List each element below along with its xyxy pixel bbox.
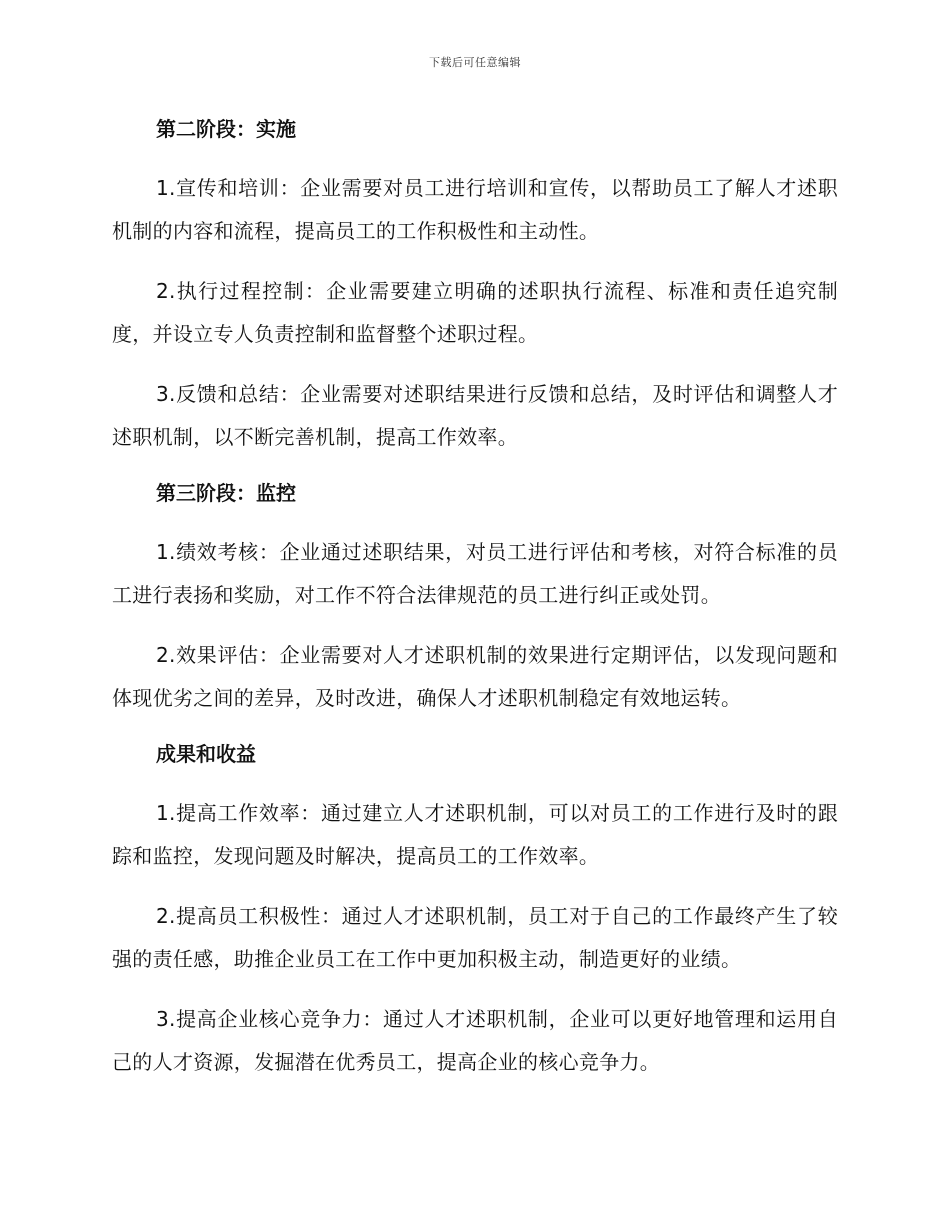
paragraph: 2.提高员工积极性：通过人才述职机制，员工对于自己的工作最终产生了较强的责任感，助推企业员工在工作中更加积极主动，制造更好的业绩。 bbox=[112, 904, 838, 971]
section-implementation bbox=[112, 112, 838, 459]
paragraph: 3.提高企业核心竞争力：通过人才述职机制，企业可以更好地管理和运用自己的人才资源，发掘潜在优秀员工，提高企业的核心竞争力。 bbox=[112, 1007, 838, 1074]
section-heading: 成果和收益 bbox=[156, 742, 256, 766]
section-heading: 第二阶段：实施 bbox=[156, 117, 296, 141]
paragraph: 2.效果评估：企业需要对人才述职机制的效果进行定期评估，以发现问题和体现优劣之间的差异，及时改进，确保人才述职机制稳定有效地运转。 bbox=[112, 643, 838, 710]
paragraph: 1.提高工作效率：通过建立人才述职机制，可以对员工的工作进行及时的跟踪和监控，发现问题及时解决，提高员工的工作效率。 bbox=[112, 801, 838, 868]
paragraph: 3.反馈和总结：企业需要对述职结果进行反馈和总结，及时评估和调整人才述职机制，以不断完善机制，提高工作效率。 bbox=[112, 382, 838, 449]
section-results-benefits bbox=[112, 737, 838, 1084]
section-heading: 第三阶段：监控 bbox=[156, 481, 296, 505]
paragraph: 1.绩效考核：企业通过述职结果，对员工进行评估和考核，对符合标准的员工进行表扬和奖励，对工作不符合法律规范的员工进行纠正或处罚。 bbox=[112, 540, 838, 607]
document-body bbox=[112, 112, 838, 1101]
paragraph: 2.执行过程控制：企业需要建立明确的述职执行流程、标准和责任追究制度，并设立专人负责控制和监督整个述职过程。 bbox=[112, 279, 838, 346]
section-monitoring bbox=[112, 476, 838, 720]
paragraph: 1.宣传和培训：企业需要对员工进行培训和宣传，以帮助员工了解人才述职机制的内容和流程，提高员工的工作积极性和主动性。 bbox=[112, 176, 838, 243]
header-note: 下载后可任意编辑 bbox=[429, 56, 521, 69]
